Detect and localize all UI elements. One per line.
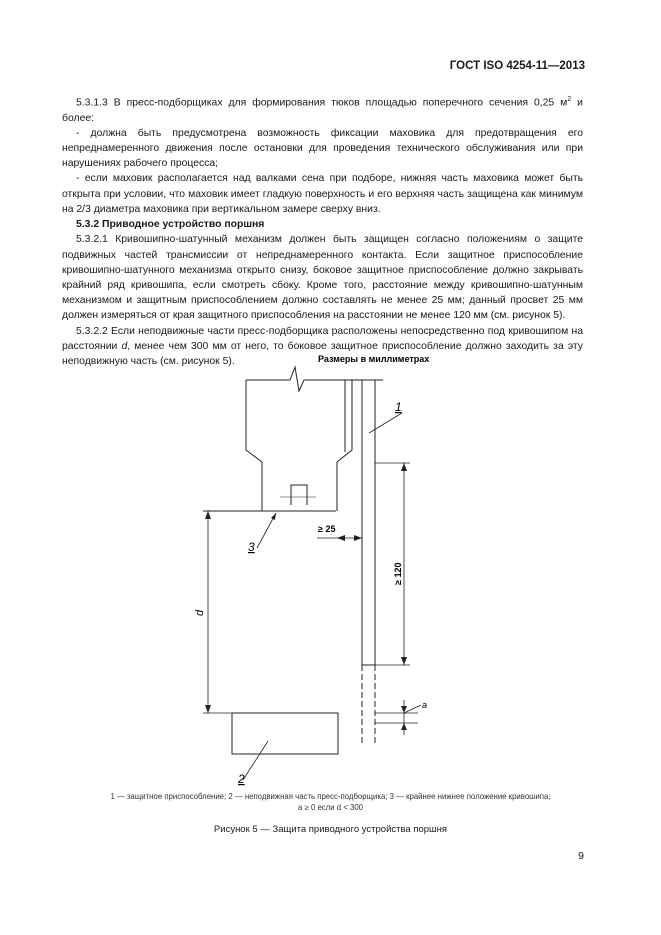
dims-note: Размеры в миллиметрах [318,354,430,364]
label-3: 3 [248,540,255,554]
dim-a-label: a [422,700,428,710]
arrow-25-right [354,535,362,541]
label-1: 1 [395,400,402,414]
arrow-d-bottom [205,705,211,713]
figure-legend [40,791,621,813]
page-number: 9 [578,850,584,862]
arrow-3 [271,513,276,520]
paragraph-5321: 5.3.2.1 Кривошипно-шатунный механизм должен быть защищен согласно положениям о защите подвижных частей трансмиссии от непреднамеренного контакта. Если защитное приспособление кривошипно-шатунного механизма открыто снизу, боковое защитное приспособление должно закрывать крайний ряд кривошипа, если смотреть сбоку. Кроме того, расстояние между кривошипно-шатунным механизмом и защитным приспособлением должно составлять не менее 25 мм; данный просвет 25 мм должен измеряться от края защитного приспособления на расстоянии не менее 120 мм (см. рисунок 5). [62,234,583,322]
figure-5-diagram [0,340,661,786]
arrow-120-top [401,463,407,471]
arrow-a-bottom [401,723,407,730]
legend-line-2: a ≥ 0 если d < 300 [298,803,363,812]
arrow-25-left [337,535,345,541]
leader-2 [243,741,268,780]
paragraph-5322: 5.3.2.2 Если неподвижные части пресс-подборщика расположены непосредственно под кривошипом на расстоянии d, менее чем 300 мм от него, то боковое защитное приспособление должно заходить за эту неподвижную часть (см. рисунок 5). [62,325,583,367]
leader-1 [369,413,402,433]
crank-housing-left [246,380,262,511]
legend-line-1: 1 — защитное приспособление; 2 — неподвижная часть пресс-подборщика; 3 — крайнее нижнее положение кривошипа; [110,792,551,801]
fixed-part-rect [232,713,338,754]
label-2: 2 [238,772,245,786]
document-header: ГОСТ ISO 4254-11—2013 [449,60,585,72]
dim-d-label: d [194,609,206,616]
list-item-flywheel-lock: - должна быть предусмотрена возможность фиксации маховика для предотвращения его непреднамеренного движения после остановки для проведения технического обслуживания или при нарушениях рабочего процесса; [62,127,583,170]
section-heading: 5.3.2 Приводное устройство поршня [76,219,265,231]
body-text [62,92,583,369]
figure-caption: Рисунок 5 — Защита приводного устройства поршня [213,824,448,835]
dim-120-label: ≥ 120 [393,562,403,585]
arrow-120-bottom [401,657,407,665]
list-item-flywheel-open: - если маховик располагается над валками сена при подборе, нижняя часть маховика может быть открыта при условии, что маховик имеет гладкую поверхность и его верхняя часть защищена как минимум на 2/3 диаметра маховика при вертикальном замере сверху вниз. [62,173,583,215]
crank-notch [291,485,307,505]
arrow-d-top [205,511,211,519]
paragraph-5313: 5.3.1.3 В пресс-подборщиках для формирования тюков площадью поперечного сечения 0,25 $м^2$ и более: [62,96,583,124]
dim-25-label: ≥ 25 [318,524,336,534]
superscript: 2 [567,96,572,103]
